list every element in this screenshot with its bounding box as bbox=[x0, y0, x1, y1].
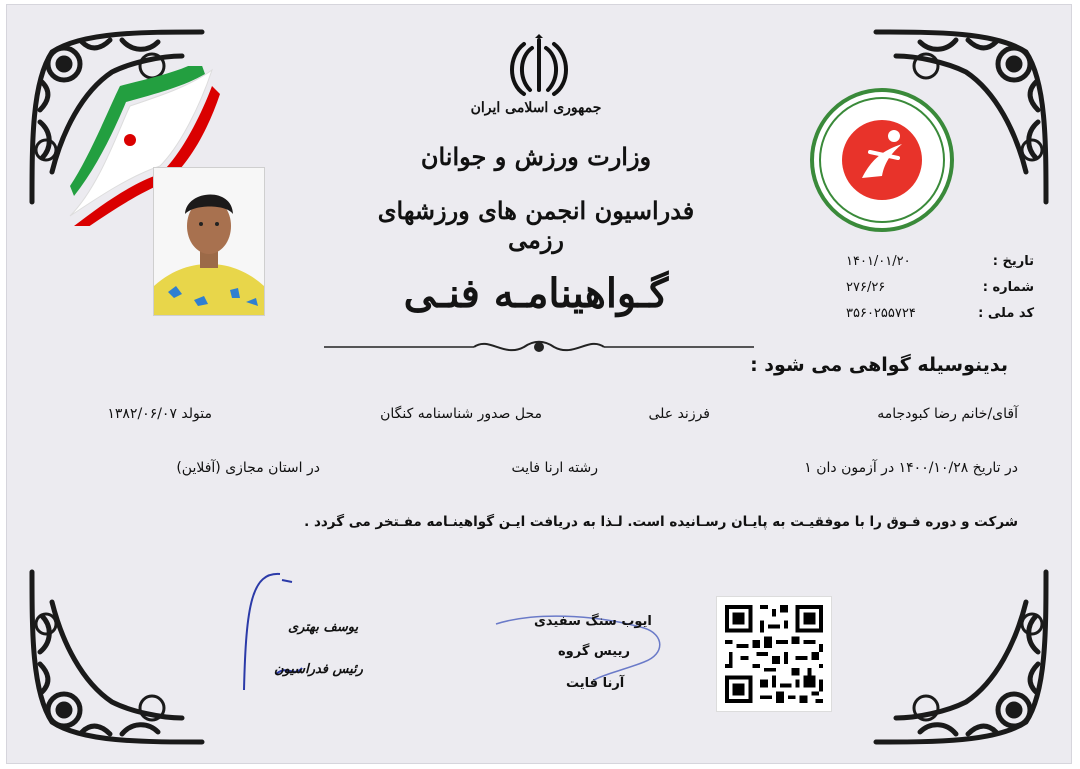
holder-name: آقای/خانم رضا کبودجامه bbox=[877, 406, 1018, 422]
header-republic: جمهوری اسلامی ایران bbox=[470, 100, 602, 116]
holder-father: فرزند علی bbox=[648, 406, 710, 422]
group-head-signature bbox=[494, 584, 674, 684]
meta-national-id-label: کد ملی : bbox=[978, 305, 1034, 321]
completion-text: شرکت و دوره فـوق را با موفقیـت به پایـان رسـانیده است. لـذا به دریافت ایـن گواهینـامه مفـتخر می گردد . bbox=[304, 514, 1018, 530]
group-head-name: ایوب سنگ سفیدی bbox=[534, 614, 652, 629]
federation-logo bbox=[810, 88, 954, 232]
president-title: رئیس فدراسیون bbox=[274, 662, 363, 677]
exam-province: در استان مجازی (آفلاین) bbox=[176, 460, 320, 476]
certificate bbox=[6, 4, 1072, 764]
group-head-field: آرنا فایت bbox=[566, 676, 625, 691]
certificate-meta bbox=[846, 248, 1034, 326]
meta-number-row bbox=[846, 274, 1034, 300]
corner-ornament-bottom-left bbox=[22, 562, 212, 752]
meta-number-value: ۲۷۶/۲۶ bbox=[846, 279, 886, 295]
meta-national-id-row bbox=[846, 300, 1034, 326]
holder-birthplace: محل صدور شناسنامه کنگان bbox=[380, 406, 542, 422]
ornamental-divider bbox=[324, 334, 754, 360]
portrait-photo bbox=[153, 167, 265, 316]
exam-date: در تاریخ ۱۴۰۰/۱۰/۲۸ در آزمون دان ۱ bbox=[804, 460, 1018, 476]
meta-number-label: شماره : bbox=[982, 279, 1034, 295]
meta-date-row bbox=[846, 248, 1034, 274]
header-federation: فدراسیون انجمن های ورزشهای رزمی bbox=[377, 196, 695, 254]
holder-birthdate: متولد ۱۳۸۲/۰۶/۰۷ bbox=[107, 406, 212, 422]
qr-code[interactable] bbox=[716, 596, 832, 712]
certificate-title: گـواهینامـه فنـی bbox=[403, 270, 669, 317]
exam-field: رشته ارنا فایت bbox=[511, 460, 598, 476]
meta-date-value: ۱۴۰۱/۰۱/۲۰ bbox=[846, 253, 911, 269]
corner-ornament-bottom-right bbox=[866, 562, 1056, 752]
president-name: یوسف بهتری bbox=[288, 620, 359, 635]
meta-national-id-value: ۳۵۶۰۲۵۵۷۲۴ bbox=[846, 305, 916, 321]
header-ministry: وزارت ورزش و جوانان bbox=[420, 142, 652, 171]
intro-text: بدینوسیله گواهی می شود : bbox=[750, 354, 1008, 376]
meta-date-label: تاریخ : bbox=[992, 253, 1034, 269]
group-head-title: رییس گروه bbox=[558, 644, 630, 659]
iran-emblem-icon bbox=[506, 34, 572, 100]
